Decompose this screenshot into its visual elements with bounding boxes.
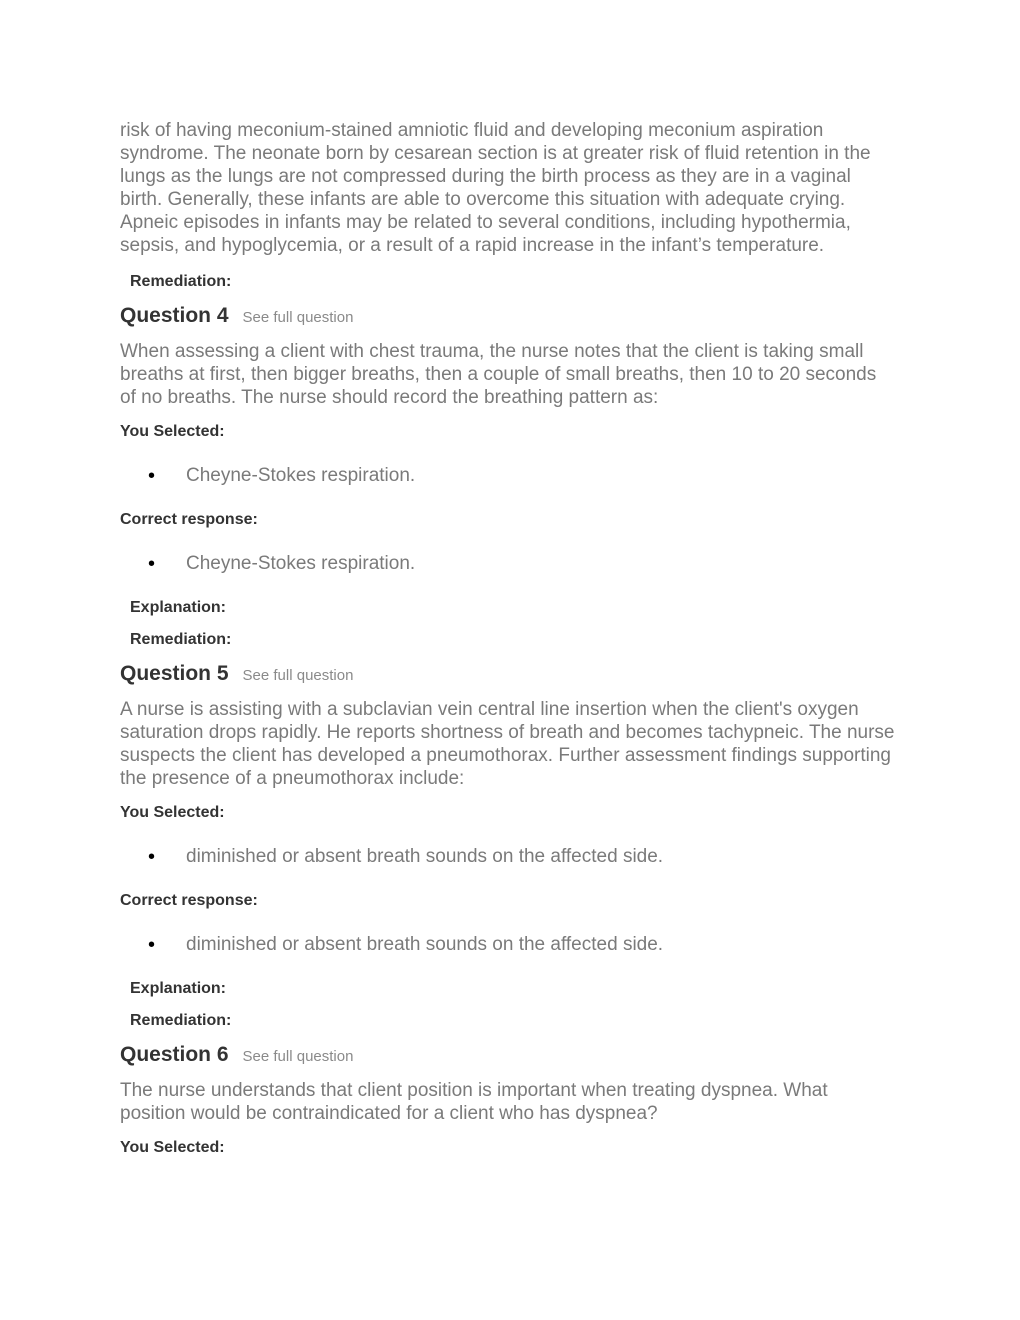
you-selected-label: You Selected: <box>120 1139 225 1156</box>
bullet-icon: • <box>148 553 156 575</box>
question-title: Question 4 <box>120 304 229 327</box>
question-header <box>120 1041 900 1071</box>
question-text: When assessing a client with chest trauma, the nurse notes that the client is taking small breaths at first, then bigger breaths, then a couple of small breaths, then 10 to 20 seconds of no breaths. The nurse should record the breathing pattern as: <box>120 341 877 408</box>
selected-answer-text: Cheyne-Stokes respiration. <box>186 465 416 486</box>
question-title: Question 5 <box>120 662 229 685</box>
see-full-question-link[interactable]: See full question <box>242 309 354 326</box>
bullet-icon: • <box>148 465 156 487</box>
selected-answer <box>120 845 900 869</box>
you-selected-label: You Selected: <box>120 804 225 821</box>
correct-response-label: Correct response: <box>120 511 258 528</box>
remediation-label: Remediation: <box>130 631 232 648</box>
document-page <box>120 119 900 1158</box>
remediation-label: Remediation: <box>130 273 232 290</box>
question-text: The nurse understands that client position is important when treating dyspnea. What position would be contraindicated for a client who has dyspnea? <box>120 1080 828 1124</box>
selected-answer <box>120 464 900 488</box>
correct-answer-text: diminished or absent breath sounds on the affected side. <box>186 934 664 955</box>
you-selected-label: You Selected: <box>120 423 225 440</box>
correct-answer <box>120 552 900 576</box>
question-title: Question 6 <box>120 1043 229 1066</box>
correct-answer <box>120 933 900 957</box>
question-header <box>120 660 900 690</box>
question-header <box>120 302 900 332</box>
bullet-icon: • <box>148 934 156 956</box>
correct-response-label: Correct response: <box>120 892 258 909</box>
explanation-label: Explanation: <box>130 980 227 997</box>
remediation-label: Remediation: <box>130 1012 232 1029</box>
explanation-label: Explanation: <box>130 599 227 616</box>
selected-answer-text: diminished or absent breath sounds on the affected side. <box>186 846 664 867</box>
bullet-icon: • <box>148 846 156 868</box>
question-text: A nurse is assisting with a subclavian vein central line insertion when the client's oxygen saturation drops rapidly. He reports shortness of breath and becomes tachypneic. The nurse suspects the client has developed a pneumothorax. Further assessment findings supporting the presence of a pneumothorax include: <box>120 699 895 789</box>
correct-answer-text: Cheyne-Stokes respiration. <box>186 553 416 574</box>
explanation-text: risk of having meconium-stained amniotic fluid and developing meconium aspiration syndrome. The neonate born by cesarean section is at greater risk of fluid retention in the lungs as the lungs are not compressed during the birth process as they are in a vaginal birth. Generally, these infants are able to overcome this situation with adequate crying. Apneic episodes in infants may be related to several conditions, including hypothermia, sepsis, and hypoglycemia, or a result of a rapid increase in the infant’s temperature. <box>120 120 871 256</box>
see-full-question-link[interactable]: See full question <box>242 667 354 684</box>
see-full-question-link[interactable]: See full question <box>242 1048 354 1065</box>
